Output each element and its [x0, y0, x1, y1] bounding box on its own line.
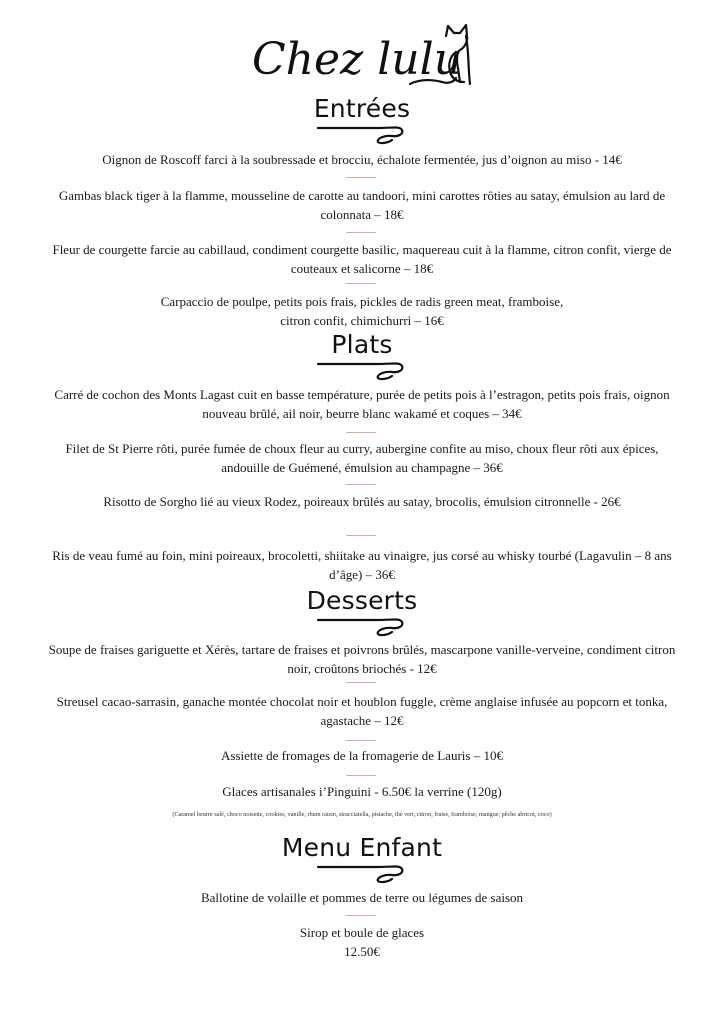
menu-item: Glaces artisanales i’Pinguini - 6.50€ la verrine (120g): [222, 784, 502, 799]
menu-item: Oignon de Roscoff farci à la soubressade et brocciu, échalote fermentée, jus d’oignon au miso - 14€: [102, 152, 622, 167]
menu-item: Sirop et boule de glaces 12.50€: [299, 925, 425, 959]
menu-item: Fleur de courgette farcie au cabillaud, condiment courgette basilic, maquereau cuit à la flamme, citron confit, vierge de couteaux et salicorne – 18€: [52, 242, 672, 276]
item-divider: [346, 283, 376, 284]
ice-cream-flavours-note: (Caramel beurre salé, choco noisette, cookies, vanille, rhum raisin, stracciatella, pistache, thé vert, citron, fraise, framboise, mangue, pêche abricot, coco): [172, 811, 552, 818]
menu-item: Carpaccio de poulpe, petits pois frais, pickles de radis green meat, framboise, citron confit, chimichurri – 16€: [160, 294, 564, 328]
menu-item: Risotto de Sorgho lié au vieux Rodez, poireaux brûlés au satay, brocolis, émulsion citronnelle - 26€: [103, 494, 621, 509]
item-divider: [346, 535, 376, 536]
menu-item: Gambas black tiger à la flamme, mousseline de carotte au tandoori, mini carottes rôties au satay, émulsion au lard de colonnata – 18€: [58, 188, 666, 222]
menu-item: Soupe de fraises gariguette et Xérès, tartare de fraises et poivrons brûlés, mascarpone vanille-verveine, condiment citron noir, croûtons briochés - 12€: [48, 642, 676, 676]
menu-item: Filet de St Pierre rôti, purée fumée de choux fleur au curry, aubergine confite au miso, choux fleur rôti aux épices, andouille de Guémené, émulsion au champagne – 36€: [65, 441, 659, 475]
flourish-divider-icon: [316, 123, 408, 145]
item-divider: [346, 915, 376, 916]
svg-text:Chez lulu: Chez lulu: [252, 34, 463, 85]
item-divider: [346, 232, 376, 233]
flourish-divider-icon: [316, 615, 408, 637]
chez-lulu-logo-icon: [250, 22, 480, 94]
flourish-divider-icon: [316, 862, 408, 884]
flourish-divider-icon: [316, 359, 408, 381]
section-title-menu-enfant: Menu Enfant: [281, 833, 443, 862]
menu-item: Ris de veau fumé au foin, mini poireaux, brocoletti, shiitake au vinaigre, jus corsé au whisky tourbé (Lagavulin – 8 ans d’âge) – 36€: [52, 548, 672, 582]
restaurant-logo: [250, 22, 480, 94]
item-divider: [346, 432, 376, 433]
item-divider: [346, 177, 376, 178]
item-divider: [346, 682, 376, 683]
menu-item: Ballotine de volaille et pommes de terre ou légumes de saison: [200, 890, 524, 905]
item-divider: [346, 484, 376, 485]
item-divider: [346, 740, 376, 741]
section-title-plats: Plats: [331, 330, 393, 359]
menu-item: Streusel cacao-sarrasin, ganache montée chocolat noir et houblon fuggle, crème anglaise infusée au popcorn et tonka, agastache – 12€: [56, 694, 668, 728]
section-title-entrees: Entrées: [313, 94, 411, 123]
menu-item: Carré de cochon des Monts Lagast cuit en basse température, purée de petits pois à l’estragon, petits pois frais, oignon nouveau brûlé, ail noir, beurre blanc wakamé et coques – 34€: [54, 387, 670, 421]
menu-item: Assiette de fromages de la fromagerie de Lauris – 10€: [221, 748, 503, 763]
section-title-desserts: Desserts: [306, 586, 418, 615]
item-divider: [346, 775, 376, 776]
